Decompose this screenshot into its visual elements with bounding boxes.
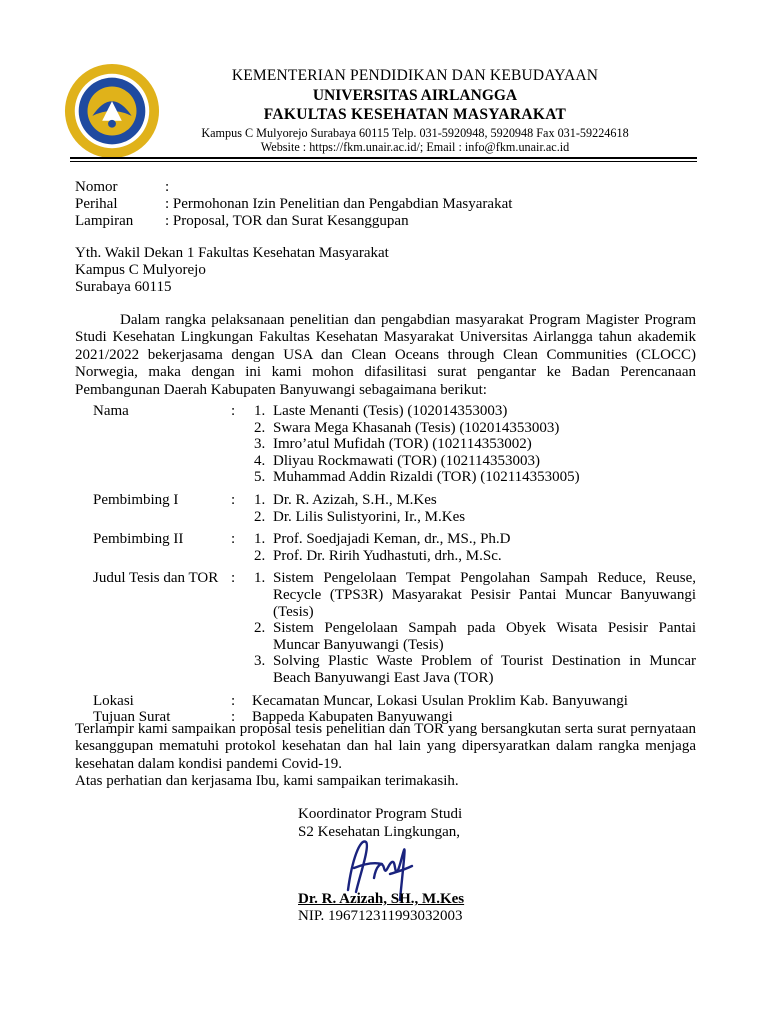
letterhead-ministry: KEMENTERIAN PENDIDIKAN DAN KEBUDAYAAN (231, 67, 599, 84)
nomor-label: Nomor (75, 179, 118, 195)
letterhead-faculty: FAKULTAS KESEHATAN MASYARAKAT (263, 106, 567, 123)
signatory-nip: NIP. 196712311993032003 (298, 908, 463, 924)
letterhead-university: UNIVERSITAS AIRLANGGA (312, 87, 518, 104)
closing-paragraph: Terlampir kami sampaikan proposal tesis penelitian dan TOR yang bersangkutan serta surat pernyataan kesanggupan mematuhi protokol kesehatan dan hal lain yang dipersyaratkan dalam rangka menjaga kesehatan dalam kondisi pandemi Covid-19. Atas perhatian dan kerjasama Ibu, kami sampaikan terimakasih. (75, 721, 696, 790)
pembimbing1-label: Pembimbing I (93, 491, 179, 508)
lampiran-value: : Proposal, TOR dan Surat Kesanggupan (165, 213, 409, 229)
details-table: Nama : 1. Laste Menanti (Tesis) (102014353003) 2. Swara Mega Khasanah (Tesis) (102014353003) 3. Imro’atul Mufidah (TOR) (102114353002) 4. Dliyau Rockmawati (TOR) (102114353003) 5. Muhammad Addin Rizaldi (TOR) (102114353005) Pembimbing I : 1. Dr. R. Azizah, S.H., M.Kes 2. Dr. Lilis Sulistyorini, Ir., M.Kes Pembimbing II : 1. Prof. Soedjajadi Keman, dr., MS., Ph.D 2. Prof. Dr. Ririh Yudhastuti, drh., M.Sc. Judul Tesis dan TOR : 1. Sistem Pengelolaan Tempat Pengolahan Sampah Reduce, Reuse, Recycle (TPS3R) Masyarakat Pesisir Pantai Muncar Banyuwangi (Tesis) 2. Sistem Pengelolaan Sampah pada Obyek Wisata Pesisir Pantai Muncar Banyuwangi (Tesis) 3. Solving Plastic Waste Problem of Tourist Destination in Muncar Beach Banyuwangi East Java (TOR) Lokasi : Kecamatan Muncar, Lokasi Usulan Proklim Kab. Banyuwangi Tujuan Surat : Bappeda Kabupaten Banyuwangi (93, 403, 696, 726)
judul-label: Judul Tesis dan TOR (93, 570, 219, 587)
list-item: 5. Muhammad Addin Rizaldi (TOR) (102114353005) (269, 469, 696, 486)
nama-list (249, 403, 696, 486)
nama-label: Nama (93, 403, 129, 419)
nomor-value: : (165, 179, 170, 195)
letterhead-divider-thin (70, 161, 697, 162)
signatory-title1: Koordinator Program Studi (298, 806, 463, 822)
signatory-title2: S2 Kesehatan Lingkungan, (298, 824, 461, 840)
list-item: 4. Dliyau Rockmawati (TOR) (102114353003) (269, 453, 696, 470)
tujuan-value: Bappeda Kabupaten Banyuwangi (252, 709, 453, 726)
list-item: 1. Laste Menanti (Tesis) (102014353003) (269, 403, 696, 420)
pembimbing1-list (249, 492, 696, 525)
tujuan-label: Tujuan Surat (93, 709, 171, 726)
list-item: 1. Dr. R. Azizah, S.H., M.Kes (269, 492, 696, 509)
university-logo-icon (63, 62, 161, 160)
list-item: 3. Imro’atul Mufidah (TOR) (102114353002) (269, 436, 696, 453)
lokasi-value: Kecamatan Muncar, Lokasi Usulan Proklim Kab. Banyuwangi (252, 692, 628, 709)
perihal-value: : Permohonan Izin Penelitian dan Pengabdian Masyarakat (165, 196, 513, 212)
letterhead-address: Kampus C Mulyorejo Surabaya 60115 Telp. 031-5920948, 5920948 Fax 031-59224618 (201, 126, 629, 140)
list-item: 2. Swara Mega Khasanah (Tesis) (102014353003) (269, 420, 696, 437)
list-item: 2. Prof. Dr. Ririh Yudhastuti, drh., M.Sc. (269, 548, 696, 565)
pembimbing2-label: Pembimbing II (93, 531, 184, 548)
recipient-line2: Kampus C Mulyorejo (75, 262, 206, 278)
list-item: 1. Prof. Soedjajadi Keman, dr., MS., Ph.D (269, 531, 696, 548)
list-item: 1. Sistem Pengelolaan Tempat Pengolahan Sampah Reduce, Reuse, Recycle (TPS3R) Masyarakat Pesisir Pantai Muncar Banyuwangi (Tesis) (269, 570, 696, 620)
judul-list (249, 570, 696, 686)
pembimbing2-list (249, 531, 696, 564)
lokasi-label: Lokasi (93, 692, 134, 709)
list-item: 2. Sistem Pengelolaan Sampah pada Obyek Wisata Pesisir Pantai Muncar Banyuwangi (Tesis) (269, 620, 696, 653)
recipient-line3: Surabaya 60115 (75, 279, 172, 295)
list-item: 2. Dr. Lilis Sulistyorini, Ir., M.Kes (269, 509, 696, 526)
lampiran-label: Lampiran (75, 213, 134, 229)
letterhead-contact: Website : https://fkm.unair.ac.id/; Email : info@fkm.unair.ac.id (260, 140, 570, 154)
intro-paragraph: Dalam rangka pelaksanaan penelitian dan pengabdian masyarakat Program Magister Program Studi Kesehatan Lingkungan Fakultas Kesehatan Masyarakat Universitas Airlangga tahun akademik 2021/2022 bekerjasama dengan USA dan Clean Oceans through Clean Communities (CLOCC) Norwegia, maka dengan ini kami mohon difasilitasi surat pengantar ke Badan Perencanaan Pembangunan Daerah Kabupaten Banyuwangi sebagaimana berikut: (75, 312, 696, 398)
letterhead-divider (70, 157, 697, 159)
signatory-name: Dr. R. Azizah, SH., M.Kes (298, 891, 465, 907)
recipient-line1: Yth. Wakil Dekan 1 Fakultas Kesehatan Masyarakat (75, 245, 389, 261)
perihal-label: Perihal (75, 196, 118, 212)
list-item: 3. Solving Plastic Waste Problem of Tourist Destination in Muncar Beach Banyuwangi East Java (TOR) (269, 653, 696, 686)
